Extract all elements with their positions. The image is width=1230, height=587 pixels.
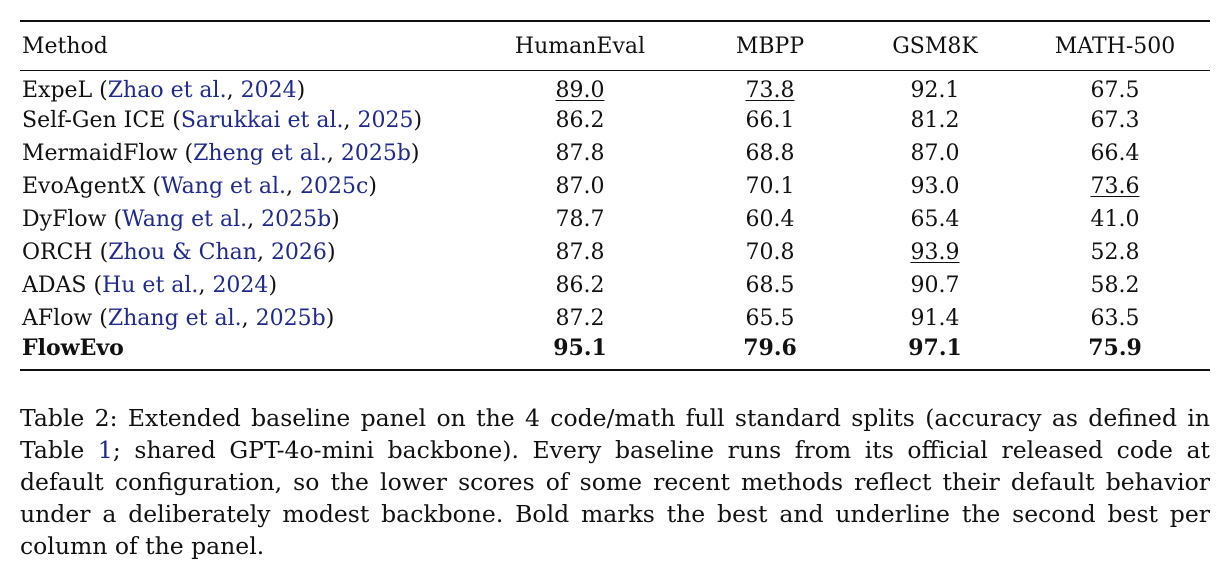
method-cell: EvoAgentX (Wang et al., 2025c) (22, 173, 377, 199)
score-value: 68.8 (745, 140, 795, 166)
table-row (20, 71, 1210, 104)
caption-label: Table 2: (20, 404, 118, 432)
citation-year-link[interactable]: 2024 (212, 272, 269, 298)
score-cell (1020, 203, 1210, 236)
score-cell (1020, 137, 1210, 170)
score-value: 87.2 (555, 305, 605, 331)
citation-authors-link[interactable]: Zheng et al. (193, 140, 327, 166)
score-value: 65.4 (910, 206, 960, 232)
citation-year-link[interactable]: 2025c (300, 173, 369, 199)
score-cell (1020, 335, 1210, 370)
score-value: 75.9 (1088, 334, 1142, 361)
score-value: 87.0 (555, 173, 605, 199)
method-cell: Self-Gen ICE (Sarukkai et al., 2025) (22, 107, 423, 133)
score-value: 90.7 (910, 272, 960, 298)
header-math500: MATH-500 (1054, 33, 1176, 59)
score-value: 41.0 (1090, 206, 1140, 232)
score-cell (850, 236, 1020, 269)
score-value: 93.0 (910, 173, 960, 199)
citation-year-link[interactable]: 2026 (270, 239, 327, 265)
citation-year-link[interactable]: 2025b (261, 206, 332, 232)
score-cell (470, 236, 690, 269)
score-cell (1020, 236, 1210, 269)
caption-text-after: ; shared GPT-4o-mini backbone). Every baseline runs from its official released code at default configuration, so the lower scores of some recent methods reflect their default behavior under a deliberately modest backbone. Bold marks the best and underline the second best per column of the panel. (20, 436, 1210, 560)
score-cell (470, 104, 690, 137)
score-value: 93.9 (910, 239, 960, 265)
score-cell (850, 203, 1020, 236)
method-name: AFlow (22, 305, 93, 331)
header-gsm8k: GSM8K (892, 33, 978, 59)
results-table-container (20, 20, 1210, 371)
score-cell (690, 335, 850, 370)
score-cell (470, 302, 690, 335)
caption-text-before: Extended baseline panel on the 4 code/math full standard splits (accuracy as defined in Table (20, 404, 1210, 464)
score-value: 67.3 (1090, 107, 1140, 133)
score-value: 67.5 (1090, 77, 1140, 103)
score-value: 86.2 (555, 107, 605, 133)
method-name: ADAS (22, 272, 87, 298)
results-table (20, 20, 1210, 371)
table-row (20, 170, 1210, 203)
method-name: ORCH (22, 239, 93, 265)
method-cell (20, 335, 470, 370)
score-cell (690, 236, 850, 269)
score-cell (850, 71, 1020, 104)
score-value: 70.1 (745, 173, 795, 199)
score-value: 63.5 (1090, 305, 1140, 331)
score-cell (1020, 71, 1210, 104)
citation-year-link[interactable]: 2025b (255, 305, 326, 331)
caption-table-ref-link[interactable]: 1 (97, 436, 113, 464)
score-value: 87.8 (555, 239, 605, 265)
citation-year-link[interactable]: 2024 (240, 77, 297, 103)
score-value: 86.2 (555, 272, 605, 298)
score-value: 73.6 (1090, 173, 1140, 199)
score-value: 66.4 (1090, 140, 1140, 166)
score-cell (850, 137, 1020, 170)
score-cell (1020, 302, 1210, 335)
table-row (20, 302, 1210, 335)
table-caption (20, 402, 1210, 562)
score-cell (690, 170, 850, 203)
score-cell (850, 170, 1020, 203)
method-cell: ExpeL (Zhao et al., 2024) (22, 77, 306, 103)
score-cell (1020, 104, 1210, 137)
table-row (20, 335, 1210, 370)
score-cell (690, 269, 850, 302)
table-row (20, 137, 1210, 170)
table-row (20, 203, 1210, 236)
score-value: 97.1 (908, 334, 962, 361)
method-name: EvoAgentX (22, 173, 146, 199)
score-value: 52.8 (1090, 239, 1140, 265)
score-cell (1020, 269, 1210, 302)
score-value: 65.5 (745, 305, 795, 331)
header-method: Method (22, 33, 108, 59)
method-cell: AFlow (Zhang et al., 2025b) (22, 305, 335, 331)
score-value: 58.2 (1090, 272, 1140, 298)
score-value: 79.6 (743, 334, 797, 361)
score-cell (850, 302, 1020, 335)
score-value: 68.5 (745, 272, 795, 298)
score-value: 89.0 (555, 77, 605, 103)
citation-year-link[interactable]: 2025b (340, 140, 411, 166)
score-cell (470, 71, 690, 104)
citation-authors-link[interactable]: Wang et al. (122, 206, 248, 232)
score-value: 81.2 (910, 107, 960, 133)
score-cell (690, 137, 850, 170)
citation-authors-link[interactable]: Zhang et al. (107, 305, 242, 331)
score-value: 87.8 (555, 140, 605, 166)
citation-year-link[interactable]: 2025 (357, 107, 414, 133)
table-header-row (20, 21, 1210, 71)
score-cell (470, 203, 690, 236)
header-humaneval: HumanEval (514, 33, 646, 59)
citation-authors-link[interactable]: Zhou & Chan (108, 239, 257, 265)
score-cell (690, 71, 850, 104)
method-cell: DyFlow (Wang et al., 2025b) (22, 206, 340, 232)
score-cell (470, 335, 690, 370)
score-value: 78.7 (555, 206, 605, 232)
score-cell (1020, 170, 1210, 203)
table-row (20, 104, 1210, 137)
citation-authors-link[interactable]: Zhao et al. (107, 77, 227, 103)
method-name: Self-Gen ICE (22, 107, 166, 133)
method-name: DyFlow (22, 206, 107, 232)
citation-authors-link[interactable]: Hu et al. (102, 272, 199, 298)
method-name: MermaidFlow (22, 140, 178, 166)
method-cell: MermaidFlow (Zheng et al., 2025b) (22, 140, 420, 166)
citation-authors-link[interactable]: Wang et al. (160, 173, 287, 199)
method-cell: ORCH (Zhou & Chan, 2026) (22, 239, 336, 265)
score-cell (690, 302, 850, 335)
method-name: ExpeL (22, 77, 93, 103)
table-row (20, 236, 1210, 269)
score-cell (850, 335, 1020, 370)
score-cell (690, 203, 850, 236)
score-value: 60.4 (745, 206, 795, 232)
citation-authors-link[interactable]: Sarukkai et al. (180, 107, 344, 133)
score-value: 70.8 (745, 239, 795, 265)
score-value: 92.1 (910, 77, 960, 103)
header-mbpp: MBPP (735, 33, 805, 59)
score-cell (850, 104, 1020, 137)
score-value: 95.1 (553, 334, 607, 361)
score-cell (470, 170, 690, 203)
method-name: FlowEvo (22, 334, 124, 361)
score-value: 91.4 (910, 305, 960, 331)
score-value: 73.8 (745, 77, 795, 103)
table-row (20, 269, 1210, 302)
method-cell: ADAS (Hu et al., 2024) (22, 272, 278, 298)
score-cell (470, 137, 690, 170)
score-value: 87.0 (910, 140, 960, 166)
table-body (20, 71, 1210, 370)
score-cell (470, 269, 690, 302)
score-cell (690, 104, 850, 137)
score-cell (850, 269, 1020, 302)
score-value: 66.1 (745, 107, 795, 133)
